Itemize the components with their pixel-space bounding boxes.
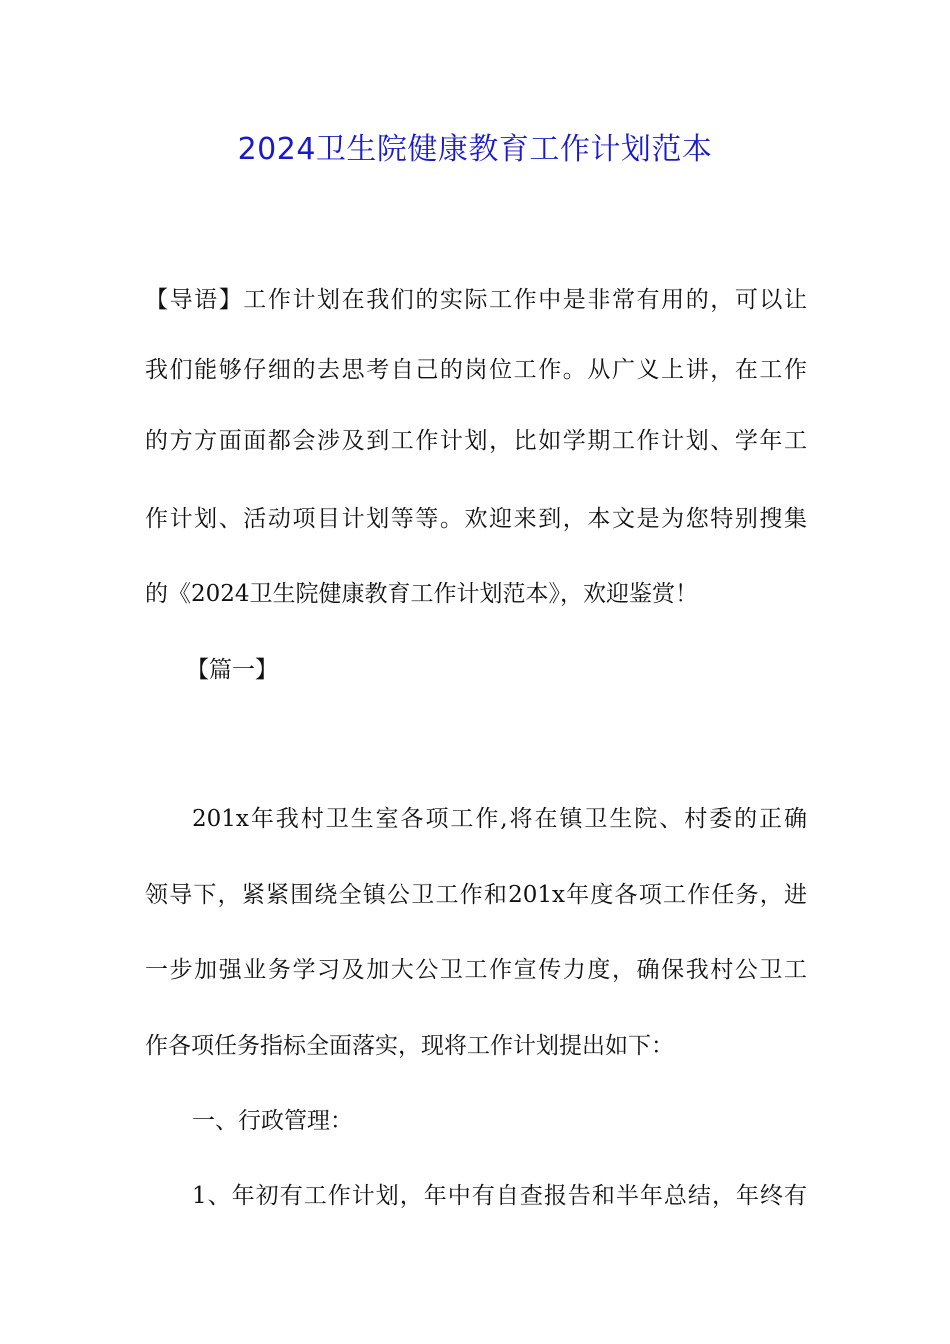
intro-line-3: 的方方面面都会涉及到工作计划，比如学期工作计划、学年工 <box>145 428 807 454</box>
intro-line-5: 的《2024卫生院健康教育工作计划范本》，欢迎鉴赏！ <box>145 581 699 607</box>
document-title: 2024卫生院健康教育工作计划范本 <box>237 132 713 167</box>
intro-line-1: 【导语】工作计划在我们的实际工作中是非常有用的，可以让 <box>145 287 807 313</box>
subheading: 一、行政管理： <box>192 1108 353 1134</box>
intro-line-4: 作计划、活动项目计划等等。欢迎来到，本文是为您特别搜集 <box>145 506 807 532</box>
body-line-4: 作各项任务指标全面落实，现将工作计划提出如下： <box>145 1033 674 1059</box>
body-line-2: 领导下，紧紧围绕全镇公卫工作和201x年度各项工作任务，进 <box>145 882 807 908</box>
body-line-1: 201x年我村卫生室各项工作,将在镇卫生院、村委的正确 <box>192 806 807 832</box>
intro-line-2: 我们能够仔细的去思考自己的岗位工作。从广义上讲，在工作 <box>145 357 807 383</box>
section-heading: 【篇一】 <box>186 657 278 683</box>
item-line-1: 1、年初有工作计划，年中有自查报告和半年总结，年终有 <box>192 1183 807 1209</box>
body-line-3: 一步加强业务学习及加大公卫工作宣传力度，确保我村公卫工 <box>145 957 807 983</box>
